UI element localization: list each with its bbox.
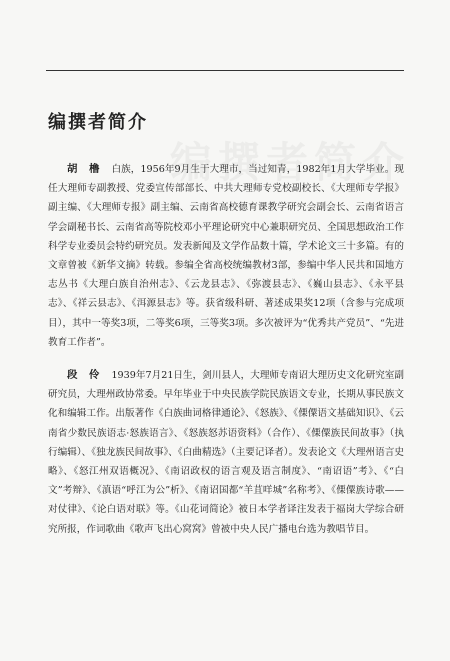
author-name: 胡 橹 [67, 163, 104, 175]
top-rule [46, 70, 404, 71]
bio-paragraph [48, 366, 404, 539]
bio-text: 白族，1956年9月生于大理市，当过知青，1982年1月大学毕业。现任大理师专副教授、党委宣传部部长、中共大理师专党校副校长、《大理师专学报》副主编、《大理师专报》副主编、云南省高校德育课教学研究会副会长、云南省语言学会副秘书长、云南省高等院校邓小平理论研究中心兼职研究员、全国思想政治工作科学专业委员会特约研究员。发表新闻及文学作品数十篇，学术论文三十多篇。有的文章曾被《新华文摘》转载。参编全省高校统编教材3部，参编中华人民共和国地方志丛书《大理白族自治州志》、《云龙县志》、《弥渡县志》、《巍山县志》、《永平县志》、《祥云县志》、《洱源县志》等。获省级科研、著述成果奖12项（含参与完成项目），其中一等奖3项，二等奖6项，三等奖3项。多次被评为“优秀共产党员”、“先进教育工作者”。 [48, 164, 404, 348]
bio-paragraph [48, 160, 404, 352]
bio-text: 1939年7月21日生，剑川县人，大理师专南诏大理历史文化研究室副研究员，大理州政协常委。早年毕业于中央民族学院民族语文专业，长期从事民族文化和编辑工作。出版著作《白族曲词格律通论》、《怒族》、《傈僳语文基础知识》、《云南省少数民族语志·怒族语言》、《怒族怒苏语资料》（合作）、《傈僳族民间故事》（执行编辑）、《独龙族民间故事》、《白曲精选》（主要记译者）。发表论文《大理州语言史略》、《怒江州双语概况》、《南诏政权的语言观及语言制度》、“南诏语”考》、《“白文”考辩》、《滇语“呼江为公”析》、《南诏国都“羊苴咩城”名称考》、《傈僳族诗歌——对仗律》、《论白语对联》等。《山花词简论》被日本学者译注发表于福岗大学综合研究所报，作词歌曲《歌声飞出心窝窝》曾被中央人民广播电台选为教唱节目。 [48, 370, 404, 535]
page-title: 编撰者简介 [48, 112, 148, 133]
author-name: 段 伶 [67, 369, 104, 381]
